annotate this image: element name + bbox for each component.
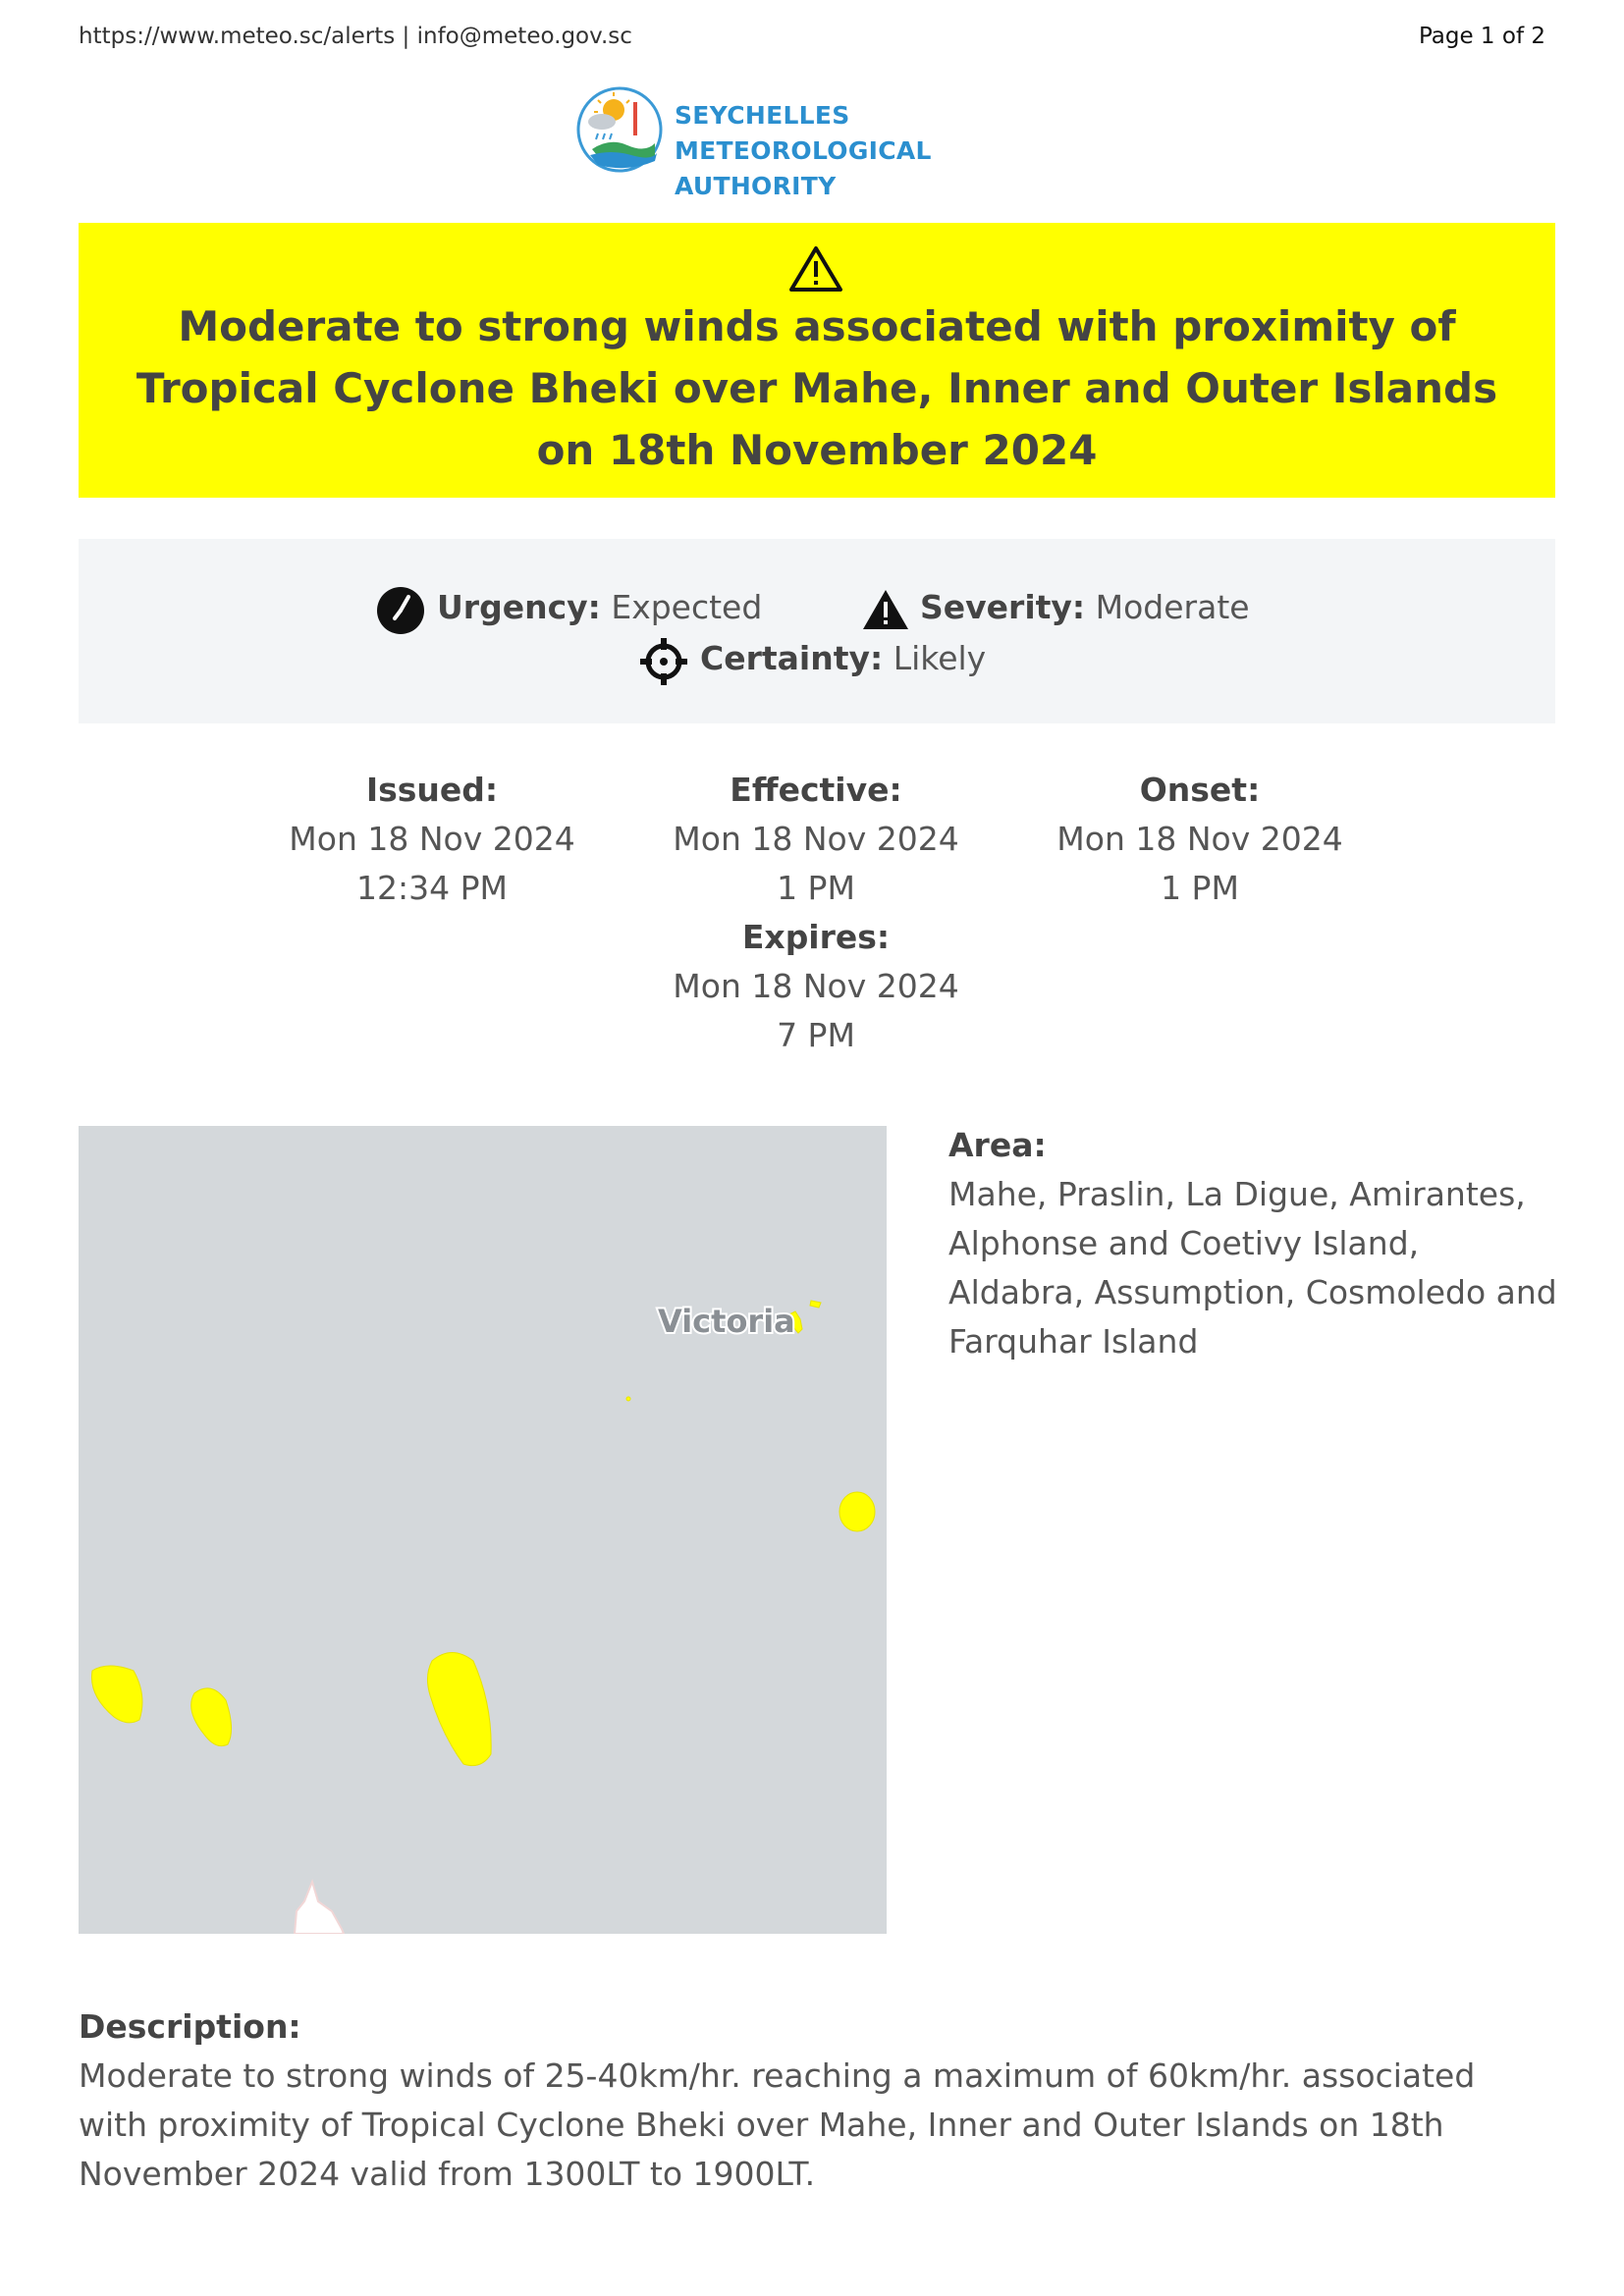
issued-block (236, 766, 628, 913)
island-highlight-west-2 (191, 1688, 232, 1746)
crosshair-icon (639, 637, 688, 686)
sma-emblem-icon (572, 80, 667, 175)
island-highlight-dot (626, 1397, 630, 1401)
map-shapes (79, 1126, 887, 1934)
alert-area-map (79, 1126, 887, 1934)
severity-label: Severity: (920, 588, 1086, 626)
effective-block (620, 766, 1012, 1060)
alert-title: Moderate to strong winds associated with proximity of Tropical Cyclone Bheki over Mahe, Inner and Outer Islands on 18th November 2024 (135, 302, 1498, 474)
onset-time: 1 PM (1161, 869, 1239, 907)
area-value: Mahe, Praslin, La Digue, Amirantes, Alphonse and Coetivy Island, Aldabra, Assumption, Cosmoledo and Farquhar Island (948, 1175, 1557, 1361)
area-label: Area: (948, 1126, 1047, 1164)
onset-block (1003, 766, 1396, 913)
effective-time: 1 PM (777, 869, 855, 907)
page-indicator: Page 1 of 2 (1418, 24, 1545, 49)
logo-line-1: SEYCHELLES METEOROLOGICAL (675, 101, 932, 165)
urgency (437, 588, 762, 626)
landmass-edge (295, 1882, 344, 1934)
logo-line-2: AUTHORITY (675, 172, 837, 200)
island-highlight-central (427, 1653, 491, 1766)
certainty-label: Certainty: (700, 639, 884, 677)
effective-label: Effective: (730, 771, 902, 809)
area-block (948, 1121, 1557, 1366)
clock-icon (376, 586, 425, 635)
expires-time: 7 PM (777, 1016, 855, 1054)
issued-label: Issued: (365, 771, 499, 809)
page-header (79, 24, 1545, 53)
alert-banner (79, 223, 1555, 498)
certainty (700, 639, 986, 677)
expires-date: Mon 18 Nov 2024 (673, 967, 959, 1005)
certainty-value: Likely (893, 639, 987, 677)
island-highlight-east (839, 1492, 875, 1531)
alert-times (0, 766, 1624, 1060)
expires-label: Expires: (741, 918, 891, 956)
map-city-label: Victoria (658, 1303, 795, 1340)
effective-date: Mon 18 Nov 2024 (673, 820, 959, 858)
warning-icon (787, 244, 844, 294)
description-block (79, 2002, 1555, 2199)
island-highlight-west-1 (91, 1666, 141, 1723)
urgency-value: Expected (611, 588, 763, 626)
severity (920, 588, 1250, 626)
sma-logo-text (675, 98, 1083, 204)
issued-date: Mon 18 Nov 2024 (289, 820, 575, 858)
source-url-email[interactable]: https://www.meteo.sc/alerts | info@meteo.gov.sc (79, 24, 632, 49)
alert-meta-panel (79, 539, 1555, 723)
issued-time: 12:34 PM (356, 869, 508, 907)
sma-logo (572, 80, 1083, 200)
onset-date: Mon 18 Nov 2024 (1056, 820, 1343, 858)
onset-label: Onset: (1139, 771, 1261, 809)
urgency-label: Urgency: (437, 588, 601, 626)
description-value: Moderate to strong winds of 25-40km/hr. reaching a maximum of 60km/hr. associated with proximity of Tropical Cyclone Bheki over Mahe, Inner and Outer Islands on 18th November 2024 valid from 1300LT to 1900LT. (79, 2056, 1476, 2193)
description-label: Description: (79, 2007, 301, 2046)
island-highlight-ne-small (810, 1301, 821, 1308)
severity-value: Moderate (1095, 588, 1250, 626)
severity-warning-icon (861, 588, 910, 631)
